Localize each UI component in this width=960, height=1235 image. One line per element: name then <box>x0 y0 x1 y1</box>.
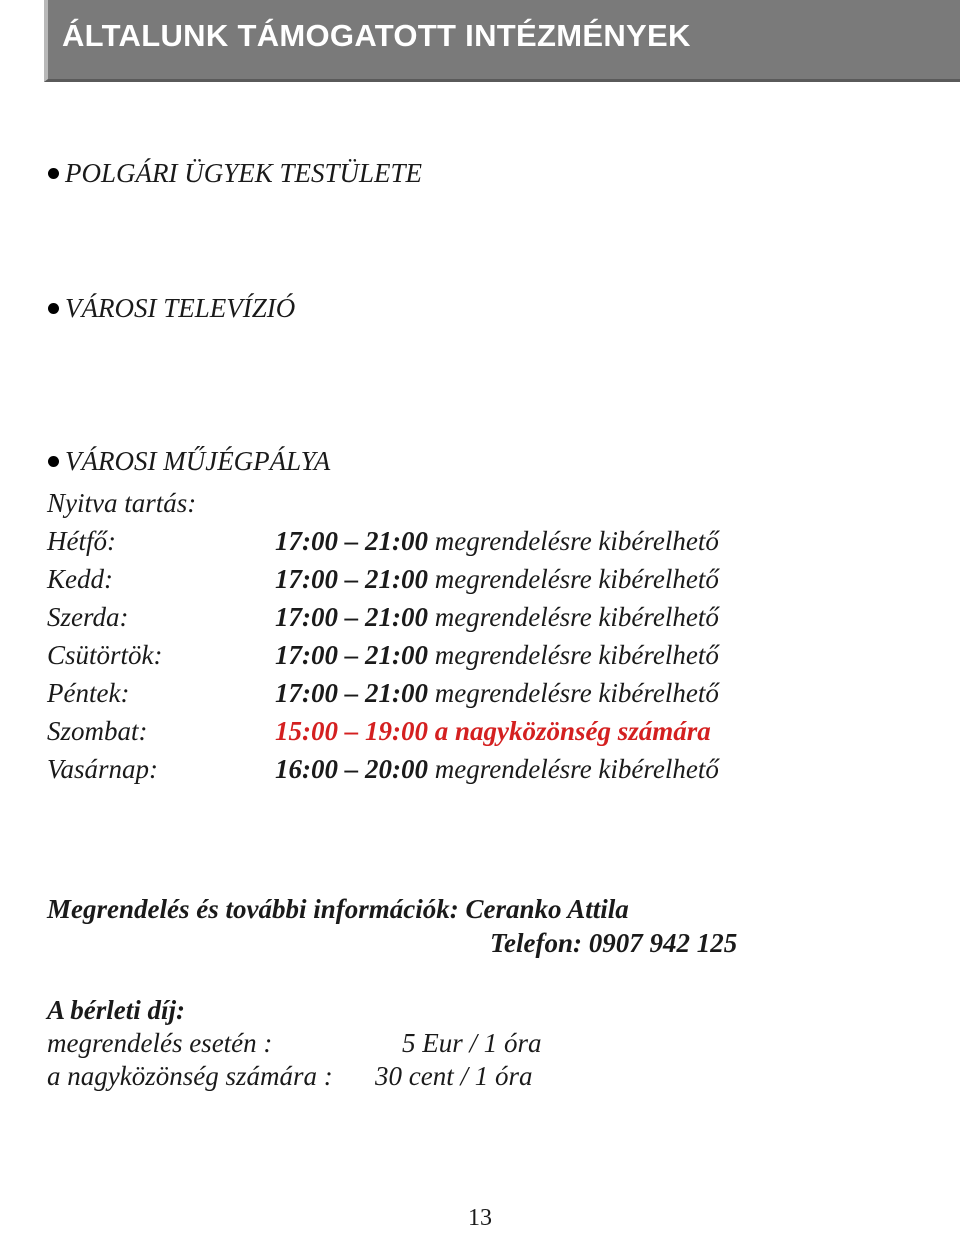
institution-item <box>48 446 330 477</box>
schedule-time-highlight <box>275 716 711 747</box>
section-title: ÁLTALUNK TÁMOGATOTT INTÉZMÉNYEK <box>62 18 691 53</box>
schedule-note: megrendelésre kibérelhető <box>434 564 719 594</box>
institution-label: VÁROSI MŰJÉGPÁLYA <box>65 446 331 476</box>
schedule-day: Csütörtök: <box>47 640 163 670</box>
schedule-day: Kedd: <box>47 564 113 594</box>
schedule-time <box>275 564 719 595</box>
fees-heading: A bérleti díj: <box>47 995 185 1025</box>
schedule-hours: 15:00 – 19:00 <box>275 716 428 746</box>
schedule-time <box>275 754 719 785</box>
schedule-note: megrendelésre kibérelhető <box>434 678 719 708</box>
schedule-day: Péntek: <box>47 678 130 708</box>
bullet-icon <box>48 303 59 314</box>
contact-line: Megrendelés és további információk: Ceranko Attila <box>47 894 629 924</box>
fee-price: 30 cent / 1 óra <box>375 1061 533 1091</box>
schedule-note: megrendelésre kibérelhető <box>434 602 719 632</box>
schedule-time <box>275 640 719 671</box>
schedule-note: megrendelésre kibérelhető <box>434 526 719 556</box>
schedule-heading: Nyitva tartás: <box>47 488 197 518</box>
fee-label: a nagyközönség számára : <box>47 1061 333 1091</box>
contact-phone: Telefon: 0907 942 125 <box>490 928 738 958</box>
schedule-hours: 17:00 – 21:00 <box>275 526 428 556</box>
institution-label: POLGÁRI ÜGYEK TESTÜLETE <box>65 158 423 188</box>
schedule-day: Szombat: <box>47 716 148 746</box>
fee-price: 5 Eur / 1 óra <box>402 1028 542 1058</box>
page-number: 13 <box>468 1205 492 1231</box>
institution-item <box>48 293 295 324</box>
section-header-bar <box>44 0 960 82</box>
institution-label: VÁROSI TELEVÍZIÓ <box>65 293 296 323</box>
schedule-time <box>275 526 719 557</box>
schedule-time <box>275 678 719 709</box>
schedule-note: megrendelésre kibérelhető <box>434 754 719 784</box>
schedule-hours: 17:00 – 21:00 <box>275 678 428 708</box>
fee-label: megrendelés esetén : <box>47 1028 273 1058</box>
schedule-time <box>275 602 719 633</box>
schedule-hours: 17:00 – 21:00 <box>275 564 428 594</box>
schedule-hours: 17:00 – 21:00 <box>275 640 428 670</box>
bullet-icon <box>48 168 59 179</box>
institution-item <box>48 158 422 189</box>
schedule-note: megrendelésre kibérelhető <box>434 640 719 670</box>
schedule-note: a nagyközönség számára <box>434 716 711 746</box>
schedule-hours: 16:00 – 20:00 <box>275 754 428 784</box>
schedule-day: Hétfő: <box>47 526 116 556</box>
bullet-icon <box>48 456 59 467</box>
schedule-day: Szerda: <box>47 602 129 632</box>
schedule-hours: 17:00 – 21:00 <box>275 602 428 632</box>
schedule-day: Vasárnap: <box>47 754 159 784</box>
